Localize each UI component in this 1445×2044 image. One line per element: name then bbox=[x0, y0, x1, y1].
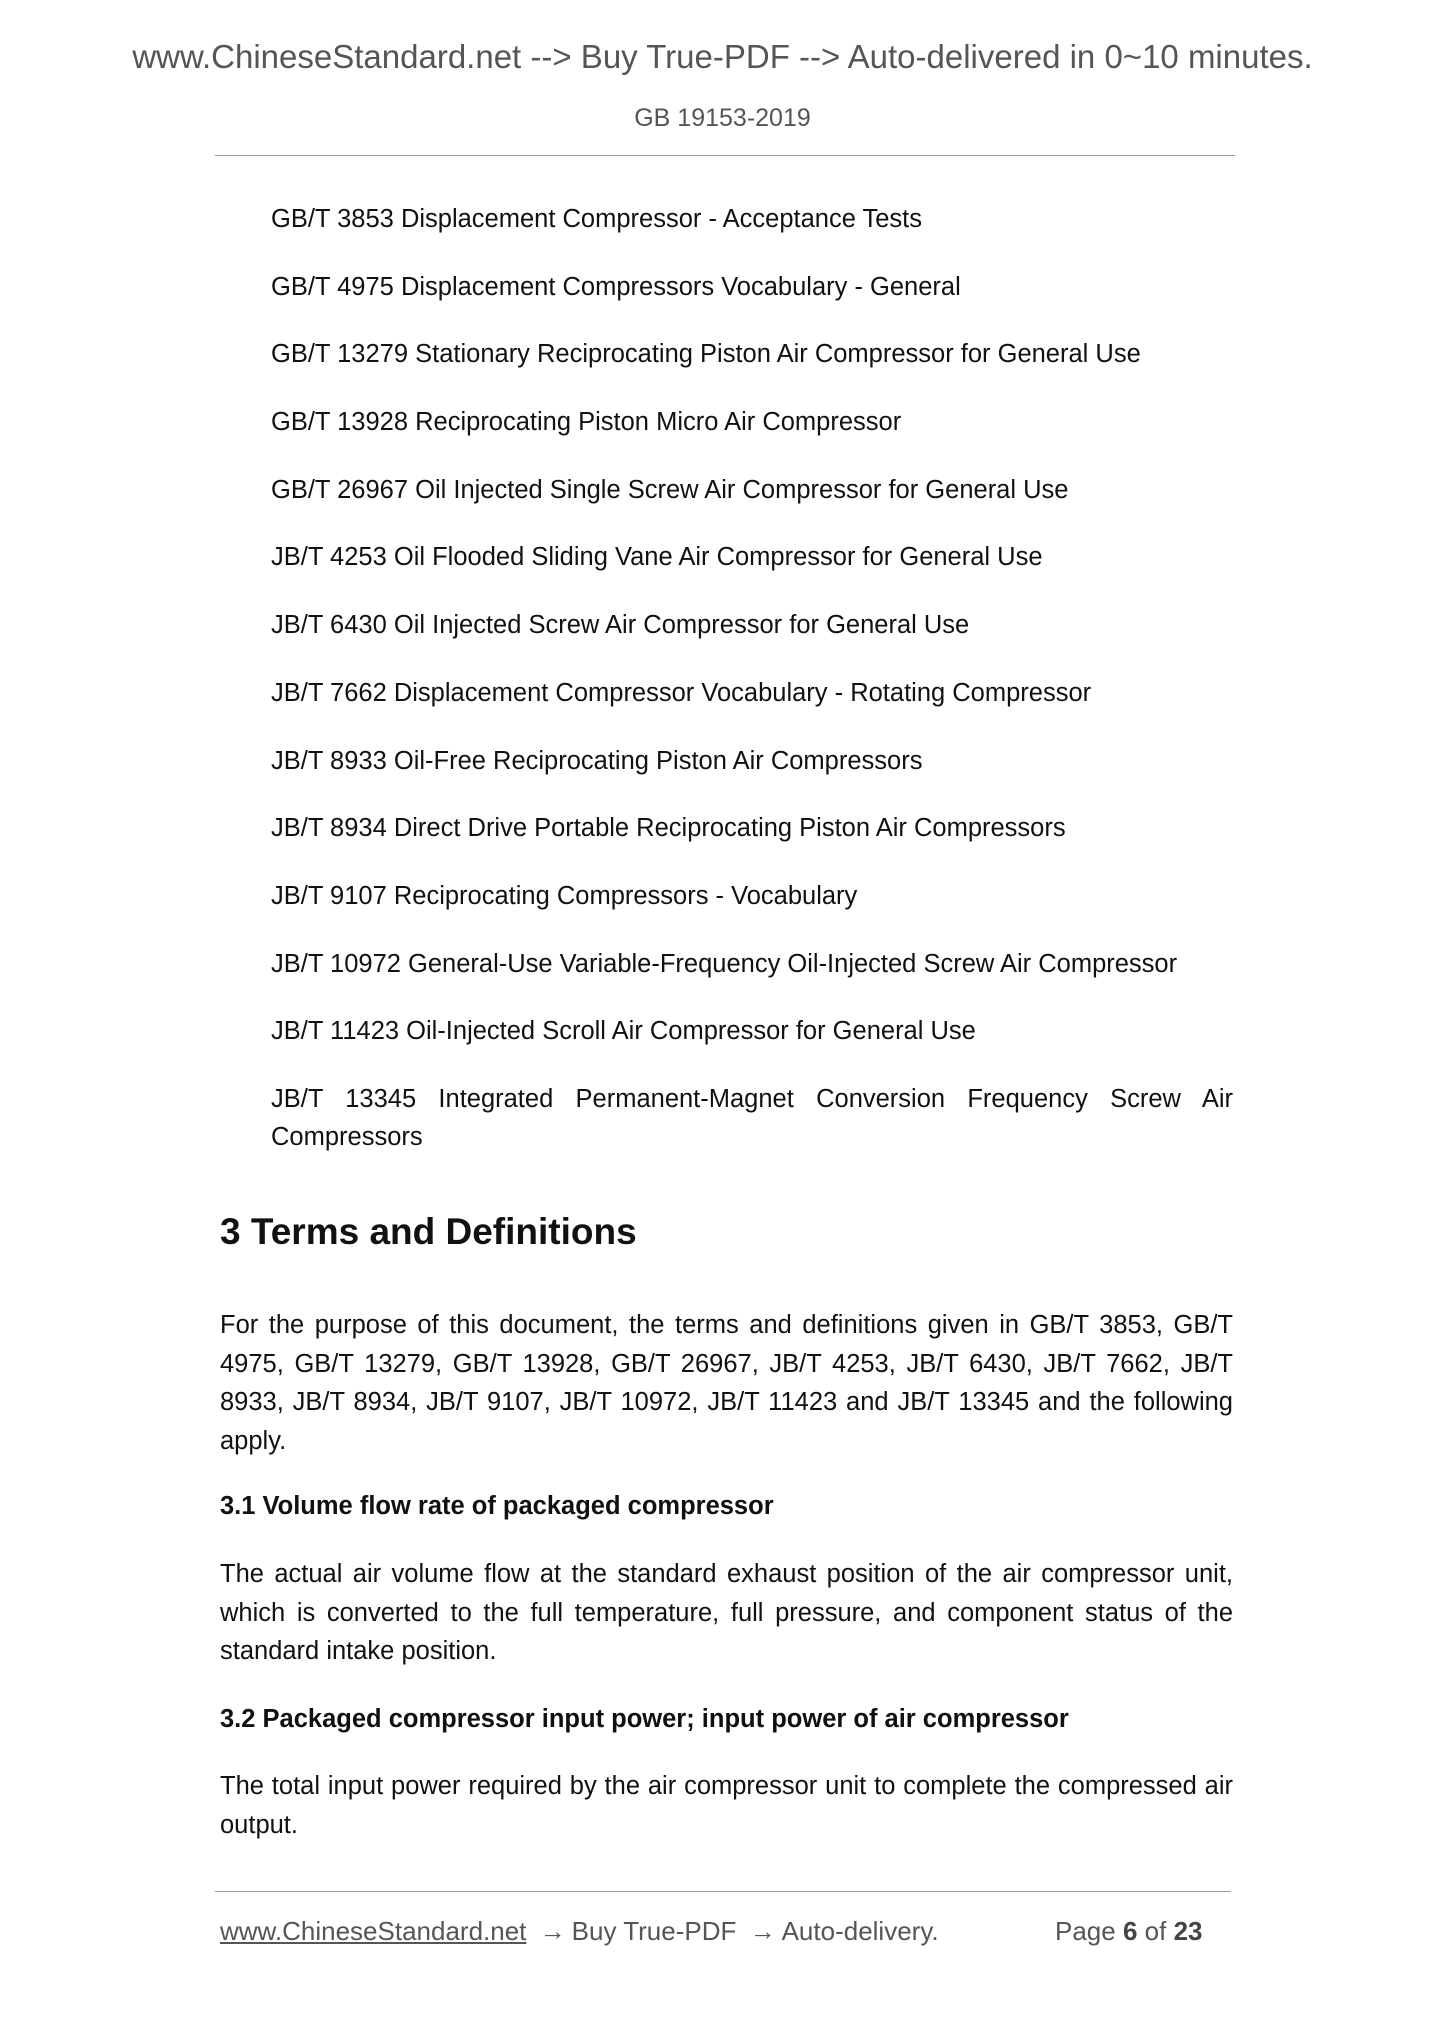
footer-buy-text: Buy True-PDF bbox=[571, 1916, 737, 1946]
footer-links bbox=[220, 1916, 939, 1947]
section-intro-paragraph: For the purpose of this document, the terms and definitions given in GB/T 3853, GB/T 4975, GB/T 13279, GB/T 13928, GB/T 26967, JB/T 4253, JB/T 6430, JB/T 7662, JB/T 8933, JB/T 8934, JB/T 9107, JB/T 10972, JB/T 11423 and JB/T 13345 and the following apply. bbox=[220, 1311, 1233, 1455]
page-number bbox=[1055, 1916, 1203, 1947]
term-definition-3-2: The total input power required by the air compressor unit to complete the compressed air output. bbox=[220, 1772, 1233, 1839]
page-of: of bbox=[1144, 1916, 1167, 1946]
reference-item: JB/T 8934 Direct Drive Portable Reciprocating Piston Air Compressors bbox=[271, 814, 1066, 843]
reference-item: GB/T 4975 Displacement Compressors Vocabulary - General bbox=[271, 272, 961, 301]
page-total: 23 bbox=[1173, 1916, 1203, 1946]
reference-item: GB/T 13928 Reciprocating Piston Micro Air Compressor bbox=[271, 408, 902, 437]
normative-references-list bbox=[271, 200, 1233, 1186]
arrow-right-icon: → bbox=[539, 1916, 566, 1946]
reference-item: JB/T 8933 Oil-Free Reciprocating Piston Air Compressors bbox=[271, 746, 923, 775]
reference-item: GB/T 13279 Stationary Reciprocating Piston Air Compressor for General Use bbox=[271, 340, 1141, 369]
arrow-right-icon: → bbox=[749, 1916, 776, 1946]
footer-divider bbox=[215, 1891, 1231, 1892]
header-banner: www.ChineseStandard.net --> Buy True-PDF --> Auto-delivered in 0~10 minutes. bbox=[132, 38, 1313, 75]
reference-item: JB/T 7662 Displacement Compressor Vocabulary - Rotating Compressor bbox=[271, 678, 1092, 707]
footer-delivery-text: Auto-delivery. bbox=[781, 1916, 939, 1946]
page-current: 6 bbox=[1122, 1916, 1138, 1946]
reference-item: JB/T 13345 Integrated Permanent-Magnet Conversion Frequency Screw Air Compressors bbox=[271, 1084, 1233, 1151]
page-label: Page bbox=[1055, 1916, 1116, 1946]
reference-item: JB/T 6430 Oil Injected Screw Air Compressor for General Use bbox=[271, 611, 970, 640]
document-code: GB 19153-2019 bbox=[634, 104, 811, 132]
header-divider bbox=[215, 155, 1235, 156]
footer-site-link[interactable]: www.ChineseStandard.net bbox=[220, 1916, 527, 1946]
reference-item: JB/T 11423 Oil-Injected Scroll Air Compressor for General Use bbox=[271, 1017, 976, 1046]
reference-item: JB/T 10972 General-Use Variable-Frequency Oil-Injected Screw Air Compressor bbox=[271, 949, 1178, 978]
reference-item: JB/T 9107 Reciprocating Compressors - Vocabulary bbox=[271, 881, 858, 910]
term-definition-3-1: The actual air volume flow at the standard exhaust position of the air compressor unit, which is converted to the full temperature, full pressure, and component status of the standard intake position. bbox=[220, 1560, 1233, 1665]
term-heading-3-1: 3.1 Volume flow rate of packaged compressor bbox=[220, 1492, 774, 1520]
reference-item: GB/T 26967 Oil Injected Single Screw Air Compressor for General Use bbox=[271, 475, 1069, 504]
reference-item: JB/T 4253 Oil Flooded Sliding Vane Air Compressor for General Use bbox=[271, 543, 1043, 572]
reference-item: GB/T 3853 Displacement Compressor - Acceptance Tests bbox=[271, 205, 923, 233]
term-heading-3-2: 3.2 Packaged compressor input power; input power of air compressor bbox=[220, 1705, 1069, 1733]
section-title: 3 Terms and Definitions bbox=[220, 1211, 637, 1252]
